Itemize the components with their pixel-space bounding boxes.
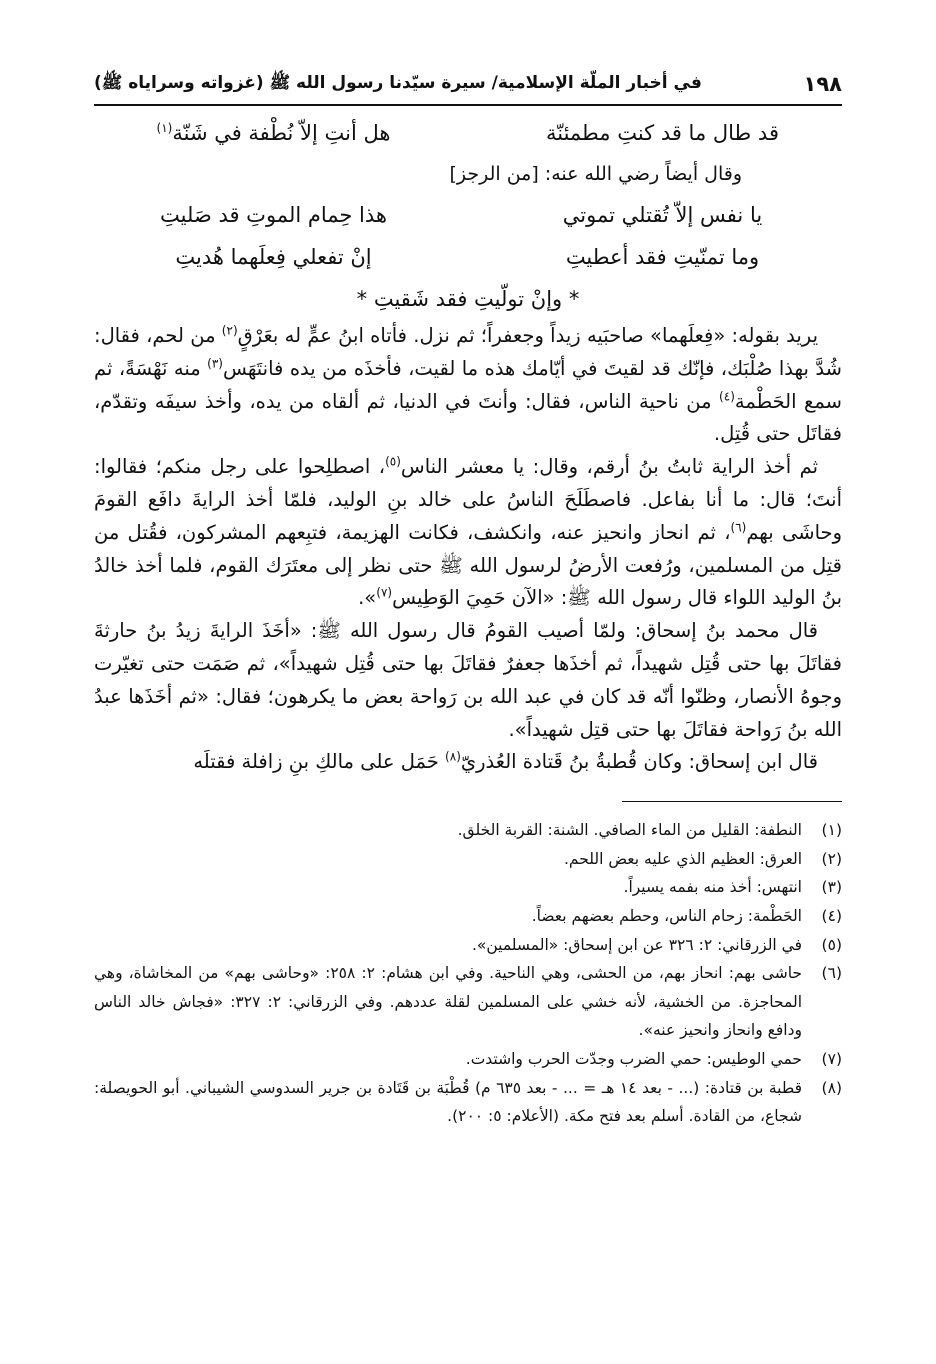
verse-hemistich-text: قد طال ما قد كنتِ مطمئنّة	[545, 121, 779, 145]
running-title: في أخبار الملّة الإسلامية/ سيرة سيّدنا رسول الله ﷺ (غزواته وسراياه ﷺ)	[94, 72, 702, 93]
verse-hemistich	[94, 112, 453, 154]
poem-verse-single: * وإنْ تولّيتِ فقد شَقيتِ *	[356, 287, 580, 311]
footnote-text: حمي الوطيس: حمي الضرب وجدّت الحرب واشتدت.	[465, 1049, 802, 1068]
paragraph-text: من لحم، فقال: شُدَّ بهذا صُلْبَك، فإنّك قد لقيتَ في أيّامك هذه ما لقيت، فأخذَه من يده فانتَهَس	[94, 324, 842, 380]
paragraph-text: ».	[358, 586, 377, 610]
paragraph-text: قال ابن إسحاق: وكان قُطبةُ بنُ قَتادة العُذريّ	[460, 750, 818, 774]
footnote-text: في الزرقاني: ٢: ٣٢٦ عن ابن إسحاق: «المسلمين».	[471, 935, 802, 954]
footnote-number: (٧)	[821, 1049, 842, 1068]
paragraph	[94, 746, 842, 779]
footnote-marker: (٢)	[221, 323, 238, 338]
footnote-number: (٨)	[821, 1078, 842, 1097]
footnote-marker: (٣)	[207, 356, 223, 371]
footnote-number: (١)	[821, 821, 842, 840]
footnote	[94, 845, 842, 874]
paragraph-text: حَمَل على مالكِ بنِ زافلة فقتلَه	[193, 750, 446, 774]
footnote-text: انتهس: أخذ منه بفمه يسيراً.	[623, 878, 802, 897]
verse-hemistich: هذا حِمام الموتِ قد صَليتِ	[160, 203, 387, 227]
footnote-number: (٤)	[821, 906, 842, 925]
poem-verse	[94, 236, 842, 278]
footnote-text: حاشى بهم: انحاز بهم، من الحشى، وهي الناحية. وفي ابن هشام: ٢: ٢٥٨: «وحاشى بهم» من المخاشاة، وهي المحاجزة. من الخشية، لأنه خشي على المسلمين لقلة عددهم. وفي الزرقاني: ٢: ٣٢٧: «فجاش خالد الناس ودافع وانحاز وانحيز عنه».	[94, 964, 803, 1040]
poem-verse	[94, 194, 842, 236]
footnote-text: العرق: العظيم الذي عليه بعض اللحم.	[563, 849, 802, 868]
footnote	[94, 873, 842, 902]
footnote	[94, 1045, 842, 1074]
footnote-divider	[622, 801, 842, 802]
book-page	[94, 64, 842, 1314]
footnote-text: الحَطْمة: زحام الناس، وحطم بعضهم بعضاً.	[531, 906, 802, 925]
footnote	[94, 959, 842, 1045]
paragraph-text: من ناحية الناس، فقال: وأنتَ في الدنيا، ثم ألقاه من يده، وأخذ سيفَه وتقدّم، فقاتَل حتى قُتِل.	[94, 389, 842, 446]
verse-hemistich: وما تمنّيتِ فقد أعطيتِ	[565, 245, 760, 269]
footnote-text: قطبة بن قتادة: (... - بعد ١٤ هـ = ... - بعد ٦٣٥ م) قُطْبَة بن قَتَادة بن جرير السدوسي الشيباني. أبو الحويصلة: شجاع، من القادة. أسلم بعد فتح مكة. (الأعلام: ٥: ٢٠٠).	[94, 1078, 802, 1126]
footnote-marker: (٥)	[385, 454, 401, 469]
paragraph-text: ، اصطلِحوا على رجل منكم؛ فقالوا: أنتَ؛ قال: ما أنا بفاعل. فاصطَلَحَ الناسُ على خالد بنِ الوليد، فلمّا أخذ الرايةَ دافَع القومَ وحاشَى بهم	[94, 455, 842, 544]
paragraph-text: ثم أخذ الراية ثابتُ بنُ أرقم، وقال: يا معشر الناس	[400, 455, 819, 479]
verse-hemistich: إنْ تفعلي فِعلَهما هُديتِ	[175, 245, 372, 269]
page-number: ١٩٨	[803, 72, 842, 96]
footnote-number: (٥)	[821, 935, 842, 954]
paragraph-text: يريد بقوله: «فِعلَهما» صاحبَيه زيداً وجعفراً؛ ثم نزل. فأتاه ابنُ عمٍّ له بعَرْقٍ	[237, 324, 818, 347]
footnote-marker: (٧)	[376, 585, 393, 600]
footnote-marker: (٦)	[730, 520, 747, 535]
footnote-number: (٣)	[821, 878, 842, 897]
paragraph-text: قال محمد بنُ إسحاق: ولمّا أصيب القومُ قال رسول الله ﷺ: «أخَذَ الرايةَ زيدُ بنُ حارثةَ فقاتَلَ بها حتى قُتِل شهيداً، ثم أخذَها جعفرٌ فقاتَلَ بها حتى قُتِل شهيداً»، ثم صَمَت حتى تغيّرت وجوهُ الأنصار، وظنّوا أنّه قد كان في عبد الله بن رَواحة بعض ما يكرهون؛ فقال: «ثم أخَذَها عبدُ الله بنُ رَواحة فقاتَلَ بها حتى قتِل شهيداً».	[94, 619, 842, 741]
paragraph	[94, 615, 842, 746]
footnote	[94, 1074, 842, 1131]
footnote-number: (٦)	[821, 964, 842, 983]
footnote-text: النطفة: القليل من الماء الصافي. الشنة: القربة الخلق.	[457, 821, 802, 840]
footnote	[94, 816, 842, 845]
page-header	[94, 64, 842, 106]
footnote-marker: (٨)	[445, 749, 461, 764]
footnote	[94, 931, 842, 960]
footnote-marker: (١)	[156, 121, 173, 135]
body-text	[94, 320, 842, 779]
footnote	[94, 902, 842, 931]
footnote-marker: (٤)	[719, 389, 735, 404]
poem-verse	[94, 112, 842, 154]
verse-hemistich-text: هل أنتِ إلاّ نُطْفة في شَنّة	[172, 121, 391, 145]
paragraph-text: ، ثم انحاز وانحيز عنه، وانكشف، فكانت الهزيمة، فتبِعهم المشركون، فقُتل من قتِل من المسلمين، ورُفعت الأرضُ لرسول الله ﷺ حتى نظر إلى معتَرَك القوم، فلما أخذ خالدُ بنُ الوليد اللواء قال رسول الله ﷺ: «الآن حَمِيَ الوَطِيس	[94, 520, 842, 610]
verse-hemistich: يا نفس إلاّ تُقتلي تموتي	[562, 203, 763, 227]
paragraph	[94, 320, 842, 451]
paragraph	[94, 451, 842, 615]
paragraph-text: منه نَهْسَةً، ثم سمع الحَطْمة	[94, 356, 842, 413]
footnotes	[94, 816, 842, 1131]
verse-hemistich	[483, 112, 842, 154]
footnote-number: (٢)	[821, 849, 842, 868]
poem-intro: وقال أيضاً رضي الله عنه: [من الرجز]	[449, 163, 742, 185]
